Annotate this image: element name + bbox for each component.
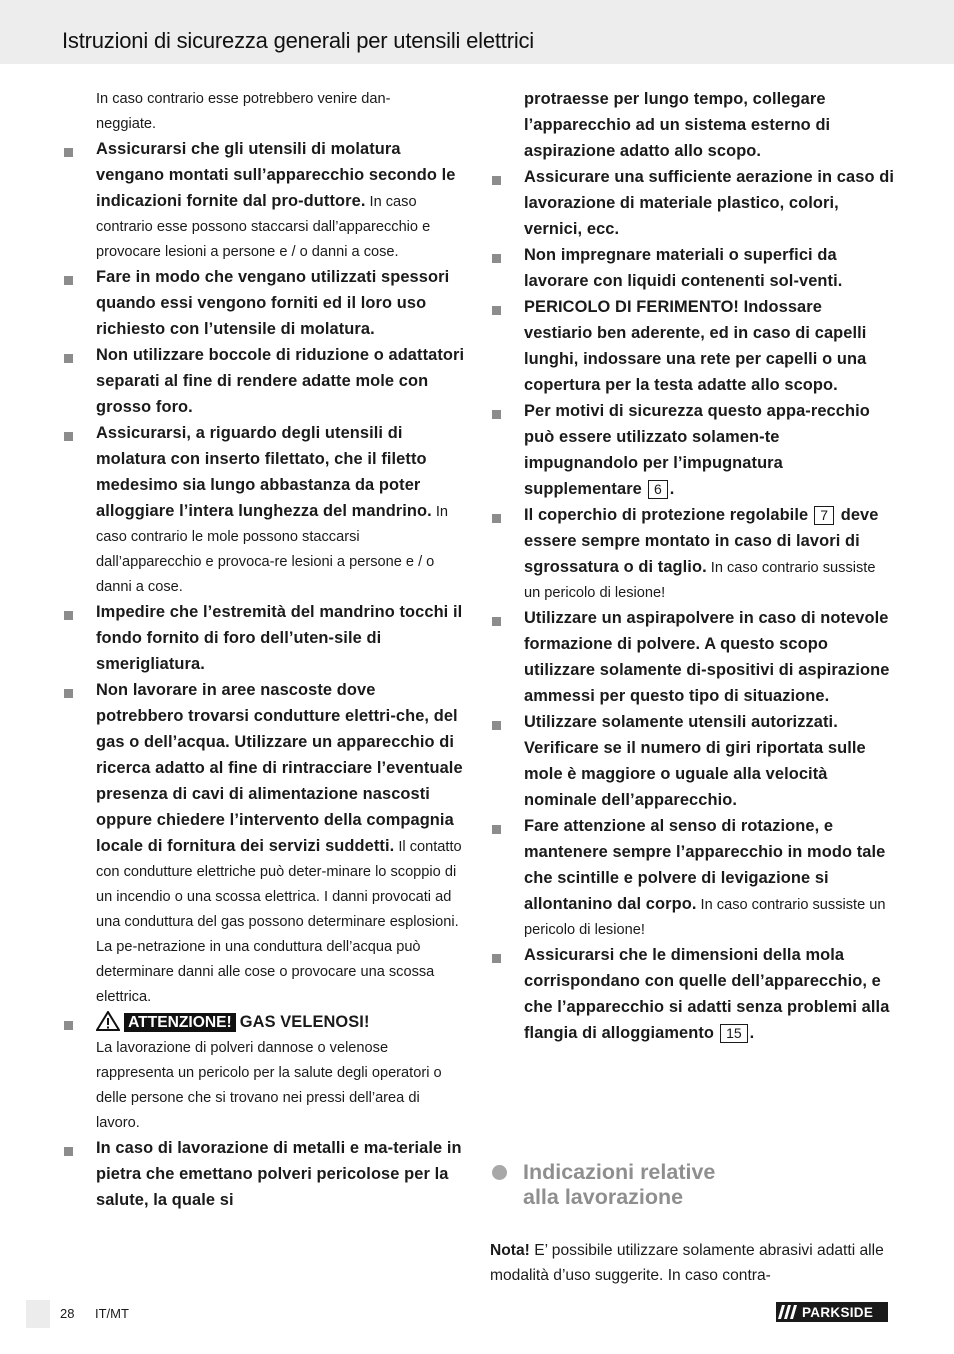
bullet-square-icon xyxy=(492,176,501,185)
section-bullet-icon xyxy=(492,1165,507,1180)
section-title-line-1: Indicazioni relative xyxy=(523,1160,716,1184)
bullet-square-icon xyxy=(492,721,501,730)
bullet-square-icon xyxy=(64,689,73,698)
list-item xyxy=(62,265,466,343)
list-item xyxy=(490,399,894,503)
part-reference-6: 6 xyxy=(648,480,668,499)
footer-page-box xyxy=(26,1300,50,1328)
section-title-line-2: alla lavorazione xyxy=(523,1185,684,1209)
page-number: 28 xyxy=(60,1306,75,1321)
item-bold-text: Impedire che l’estremità del mandrino tocchi il fondo fornito di foro dell’uten-sile di smerigliatura. xyxy=(96,603,463,673)
item-bold-text: Per motivi di sicurezza questo appa-recchio può essere utilizzato solamen-te impugnandolo per l’impugnatura supplementare xyxy=(524,402,870,498)
bullet-square-icon xyxy=(64,432,73,441)
item-text: Il contatto con condutture elettriche può deter-minare lo scoppio di un incendio o una scossa elettrica. I danni provocati ad una conduttura del gas possono determinare esplosioni. La pe-netrazione in una conduttura dell’acqua può determinare danni alle cose o provocare una scossa elettrica. xyxy=(96,839,462,1005)
list-item xyxy=(490,814,894,943)
left-column xyxy=(62,87,466,1214)
item-text: In caso contrario le mole possono staccarsi dall’apparecchio e provoca-re lesioni a persone e / o danni a cose. xyxy=(96,504,449,595)
brand-stripes-icon xyxy=(776,1302,802,1322)
bullet-square-icon xyxy=(492,825,501,834)
bullet-square-icon xyxy=(492,410,501,419)
item-bold-text: Assicurarsi, a riguardo degli utensili di molatura con inserto filettato, che il filetto medesimo sia lungo abbastanza da poter alloggiare l’intera lunghezza del mandrino. xyxy=(96,424,432,520)
bullet-square-icon xyxy=(492,306,501,315)
item-text: In caso contrario esse possono staccarsi dall’apparecchio e provocare lesioni a persone e / o danni a cose. xyxy=(96,194,431,260)
section-heading xyxy=(490,1160,890,1210)
note-label: Nota! xyxy=(490,1242,530,1259)
list-item xyxy=(62,1136,466,1214)
brand-logo xyxy=(776,1302,888,1322)
bullet-square-icon xyxy=(64,276,73,285)
bullet-square-icon xyxy=(64,354,73,363)
list-item xyxy=(490,943,894,1047)
list-item xyxy=(62,421,466,600)
item-bold-text: Non lavorare in aree nascoste dove potrebbero trovarsi condutture elettri-che, del gas o dell’acqua. Utilizzare un apparecchio di ricerca adatto al fine di rintracciare l’eventuale presenza di cavi di alimentazione nascosti oppure chiedere l’intervento della compagnia locale di fornitura dei servizi suddetti. xyxy=(96,681,463,855)
section-title xyxy=(523,1160,890,1210)
item-bold-text: In caso di lavorazione di metalli e ma-teriale in pietra che emettano polveri pericolose per la salute, la quale si xyxy=(96,1139,462,1209)
item-bold-text: protraesse per lungo tempo, collegare l’apparecchio ad un sistema esterno di aspirazione adatto allo scopo. xyxy=(524,90,831,160)
list-item xyxy=(490,295,894,399)
page-title: Istruzioni di sicurezza generali per utensili elettrici xyxy=(62,28,534,53)
bullet-square-icon xyxy=(64,1021,73,1030)
part-reference-15: 15 xyxy=(720,1024,748,1043)
item-end: . xyxy=(749,1024,755,1042)
item-bold-text: Fare in modo che vengano utilizzati spessori quando essi vengono forniti ed il loro uso richiesto con l’utensile di molatura. xyxy=(96,268,450,338)
bullet-square-icon xyxy=(492,954,501,963)
item-bold-text: Assicurare una sufficiente aerazione in caso di lavorazione di materiale plastico, colori, vernici, ecc. xyxy=(524,168,894,238)
list-item xyxy=(62,137,466,265)
list-item xyxy=(62,600,466,678)
warning-triangle-icon xyxy=(96,1011,120,1031)
bullet-square-icon xyxy=(64,148,73,157)
list-item xyxy=(490,503,894,606)
left-intro-text: In caso contrario esse potrebbero venire dan- neggiate. xyxy=(96,91,391,132)
list-item xyxy=(490,606,894,710)
bullet-square-icon xyxy=(492,254,501,263)
language-code: IT/MT xyxy=(95,1306,129,1321)
item-text: In caso contrario sussiste un pericolo di lesione! xyxy=(524,897,886,938)
item-bold-text: Utilizzare solamente utensili autorizzati. Verificare se il numero di giri riportata sulle mole è maggiore o uguale alla velocità nominale dell’apparecchio. xyxy=(524,713,866,809)
warning-text: La lavorazione di polveri dannose o velenose rappresenta un pericolo per la salute degli operatori o delle persone che si trovano nei pressi dell’area di lavoro. xyxy=(96,1040,442,1131)
part-reference-7: 7 xyxy=(814,506,834,525)
right-column xyxy=(490,87,894,1047)
item-bold-text: Assicurarsi che gli utensili di molatura vengano montati sull’apparecchio secondo le indicazioni fornite dal pro-duttore. xyxy=(96,140,456,210)
bullet-square-icon xyxy=(64,1147,73,1156)
bullet-square-icon xyxy=(492,514,501,523)
list-item xyxy=(490,243,894,295)
item-bold-text: Non impregnare materiali o superfici da lavorare con liquidi contenenti sol-venti. xyxy=(524,246,843,290)
item-bold-text: Non utilizzare boccole di riduzione o adattatori separati al fine di rendere adatte mole con grosso foro. xyxy=(96,346,465,416)
list-item xyxy=(62,678,466,1010)
note-text: E’ possibile utilizzare solamente abrasivi adatti alle modalità d’uso suggerite. In caso contra- xyxy=(490,1242,884,1284)
list-item xyxy=(490,710,894,814)
list-item xyxy=(62,343,466,421)
warning-item xyxy=(62,1010,466,1136)
warning-title: GAS VELENOSI! xyxy=(239,1013,370,1031)
item-bold-text: Il coperchio di protezione regolabile xyxy=(524,506,809,524)
bullet-square-icon xyxy=(64,611,73,620)
page-header xyxy=(0,0,954,64)
item-text: In caso contrario sussiste un pericolo di lesione! xyxy=(524,560,876,601)
item-bold-text: Fare attenzione al senso di rotazione, e mantenere sempre l’apparecchio in modo tale che scintille e polvere di levigazione si allontanino dal corpo. xyxy=(524,817,886,913)
item-bold-text: PERICOLO DI FERIMENTO! Indossare vestiario ben aderente, ed in caso di capelli lunghi, indossare una rete per capelli o una copertura per la testa adatte allo scopo. xyxy=(524,298,867,394)
item-bold-text: Assicurarsi che le dimensioni della mola corrispondano con quelle dell’apparecchio, e che l’apparecchio si adatti senza problemi alla flangia di alloggiamento xyxy=(524,946,890,1042)
note-paragraph xyxy=(490,1238,894,1288)
attention-badge: ATTENZIONE! xyxy=(124,1013,236,1032)
item-end: . xyxy=(669,480,675,498)
item-bold-text: Utilizzare un aspirapolvere in caso di notevole formazione di polvere. A questo scopo utilizzare solamente di-spositivi di aspirazione ammessi per questo tipo di situazione. xyxy=(524,609,890,705)
list-item xyxy=(490,165,894,243)
brand-name: PARKSIDE xyxy=(802,1304,874,1320)
bullet-square-icon xyxy=(492,617,501,626)
item-bold-text: deve essere sempre montato in caso di lavori di sgrossatura o di taglio. xyxy=(524,506,879,576)
continued-item xyxy=(490,87,894,165)
